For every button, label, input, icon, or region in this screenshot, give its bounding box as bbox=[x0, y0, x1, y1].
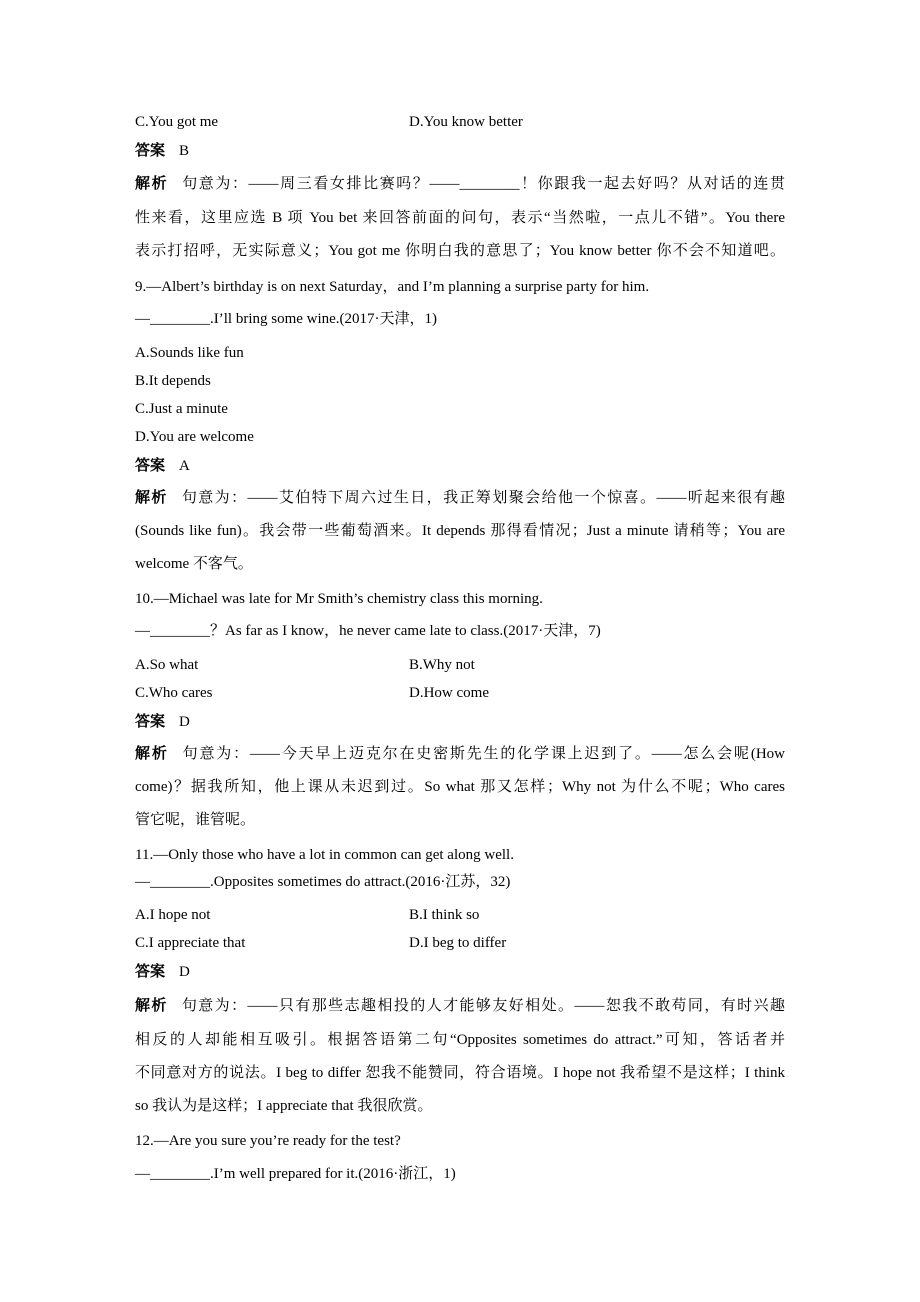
q9-option-a: A.Sounds like fun bbox=[135, 345, 244, 361]
q10-stem: 10.—Michael was late for Mr Smith’s chemistry class this morning. bbox=[135, 591, 543, 607]
answer-value: D bbox=[179, 714, 190, 730]
answer-value: A bbox=[179, 458, 190, 474]
answer-label: 答案 bbox=[135, 964, 166, 980]
q9-analysis-line-3: welcome 不客气。 bbox=[135, 556, 253, 572]
q10-answer bbox=[135, 712, 190, 732]
q8-option-c: C.You got me bbox=[135, 114, 219, 130]
q8-answer bbox=[135, 141, 189, 161]
q11-stem: 11.—Only those who have a lot in common can get along well. bbox=[135, 847, 514, 863]
q8-option-d: D.You know better bbox=[409, 114, 523, 130]
q11-analysis-line-2: 相反的人却能相互吸引。根据答语第二句“Opposites sometimes do attract.”可知，答话者并 bbox=[135, 1032, 785, 1048]
answer-value: B bbox=[179, 143, 190, 159]
q10-analysis-line-2: come)？据我所知，他上课从未迟到过。So what 那又怎样；Why not 为什么不呢；Who cares bbox=[135, 779, 785, 795]
analysis-label: 解析 bbox=[135, 176, 169, 192]
q10-option-c: C.Who cares bbox=[135, 685, 213, 701]
q11-option-d: D.I beg to differ bbox=[409, 935, 507, 951]
q9-response: —________.I’ll bring some wine.(2017·天津，1) bbox=[135, 311, 438, 327]
q11-response: —________.Opposites sometimes do attract.(2016·江苏，32) bbox=[135, 874, 511, 890]
q10-option-a: A.So what bbox=[135, 657, 199, 673]
q11-analysis-line-3: 不同意对方的说法。I beg to differ 恕我不能赞同，符合语境。I hope not 我希望不是这样；I think bbox=[135, 1065, 785, 1081]
q9-option-b: B.It depends bbox=[135, 373, 211, 389]
q10-analysis-line-3: 管它呢，谁管呢。 bbox=[135, 812, 256, 828]
q8-analysis-line-1: 解析 句意为：——周三看女排比赛吗？——________！你跟我一起去好吗？从对话的连贯 bbox=[135, 176, 785, 192]
q10-option-d: D.How come bbox=[409, 685, 489, 701]
q10-response: —________？As far as I know，he never came late to class.(2017·天津，7) bbox=[135, 623, 601, 639]
q9-analysis-line-1: 解析 句意为：——艾伯特下周六过生日，我正筹划聚会给他一个惊喜。——听起来很有趣 bbox=[135, 490, 785, 506]
q11-analysis-line-1: 解析 句意为：——只有那些志趣相投的人才能够友好相处。——恕我不敢苟同，有时兴趣 bbox=[135, 998, 785, 1014]
q11-analysis-line-4: so 我认为是这样；I appreciate that 我很欣赏。 bbox=[135, 1098, 433, 1114]
q9-stem: 9.—Albert’s birthday is on next Saturday，and I’m planning a surprise party for him. bbox=[135, 279, 650, 295]
analysis-label: 解析 bbox=[135, 998, 168, 1014]
analysis-label: 解析 bbox=[135, 746, 169, 762]
answer-label: 答案 bbox=[135, 143, 166, 159]
q10-analysis-line-1: 解析 句意为：——今天早上迈克尔在史密斯先生的化学课上迟到了。——怎么会呢(How bbox=[135, 746, 785, 762]
q9-option-c: C.Just a minute bbox=[135, 401, 228, 417]
answer-value: D bbox=[179, 964, 190, 980]
q12-response: —________.I’m well prepared for it.(2016·浙江，1) bbox=[135, 1166, 456, 1182]
q11-option-a: A.I hope not bbox=[135, 907, 211, 923]
answer-label: 答案 bbox=[135, 714, 166, 730]
answer-label: 答案 bbox=[135, 458, 166, 474]
q8-analysis-line-3: 表示打招呼，无实际意义；You got me 你明白我的意思了；You know better 你不会不知道吧。 bbox=[135, 243, 785, 259]
q11-option-b: B.I think so bbox=[409, 907, 480, 923]
q11-option-c: C.I appreciate that bbox=[135, 935, 246, 951]
q11-answer bbox=[135, 962, 190, 982]
q8-analysis-line-2: 性来看，这里应选 B 项 You bet 来回答前面的问句，表示“当然啦，一点儿不错”。You there bbox=[135, 210, 785, 226]
q9-answer bbox=[135, 456, 190, 476]
q10-option-b: B.Why not bbox=[409, 657, 475, 673]
q9-analysis-line-2: (Sounds like fun)。我会带一些葡萄酒来。It depends 那得看情况；Just a minute 请稍等；You are bbox=[135, 523, 785, 539]
analysis-label: 解析 bbox=[135, 490, 168, 506]
q12-stem: 12.—Are you sure you’re ready for the test? bbox=[135, 1133, 401, 1149]
q9-option-d: D.You are welcome bbox=[135, 429, 254, 445]
